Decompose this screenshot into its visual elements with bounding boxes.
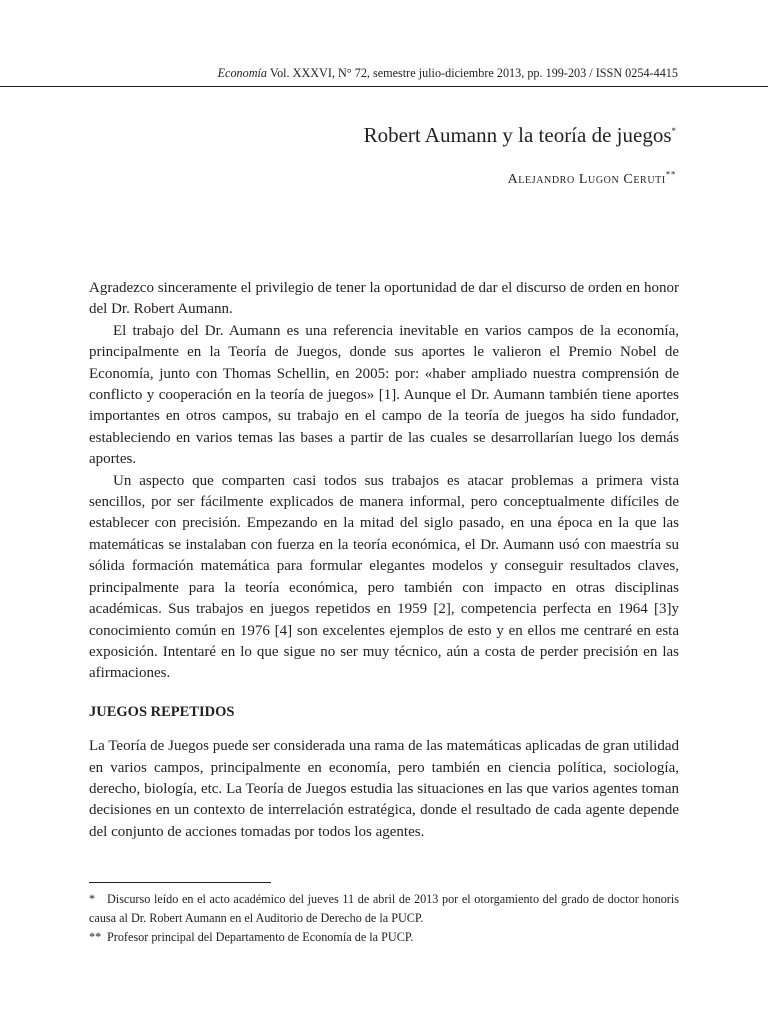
paragraph: Agradezco sinceramente el privilegio de tener la oportunidad de dar el discurso de orden en honor del Dr. Robert Aumann. [89,280,679,318]
article-title [364,123,676,148]
section-heading: JUEGOS REPETIDOS [89,703,235,720]
article-author [507,169,676,188]
footnote [89,890,679,928]
journal-name: Economía [217,66,268,80]
paragraph: Un aspecto que comparten casi todos sus trabajos es atacar problemas a primera vista sencillos, por ser fácilmente explicados de manera informal, pero conceptualmente difíciles de establecer con precisión. Empezando en la mitad del siglo pasado, en una época en la que las matemáticas se instalaban con fuerza en la teoría económica, el Dr. Aumann usó con maestría su sólida formación matemática para formular elegantes modelos y conseguir resultados claves, principalmente para la teoría económica, pero también con impacto en otras disciplinas académicas. Sus trabajos en juegos repetidos en 1959 [2], competencia perfecta en 1964 [3]y conocimiento común en 1976 [4] son excelentes ejemplos de esto y en ellos me centraré en esta exposición. Intentaré en lo que sigue no ser muy técnico, aún a costa de perder precisión en las afirmaciones. [89,472,679,682]
footnote-rule [89,882,271,883]
article-body [89,278,679,843]
header-rule [0,86,768,87]
author-name: Alejandro Lugon Ceruti [507,172,666,187]
footnote-mark: ** [89,930,102,944]
article-title-text: Robert Aumann y la teoría de juegos [363,123,672,147]
footnote-text: Profesor principal del Departamento de Economía de la PUCP. [107,930,414,944]
footnote [89,928,679,947]
author-footnote-mark: ** [665,169,676,180]
footnotes [89,890,679,947]
journal-citation: Vol. XXXVI, N° 72, semestre julio-diciembre 2013, pp. 199-203 / ISSN 0254-4415 [267,66,678,80]
paragraph: La Teoría de Juegos puede ser considerada una rama de las matemáticas aplicadas de gran utilidad en varios campos, principalmente en economía, pero también en ciencia política, sociología, derecho, biología, etc. La Teoría de Juegos estudia las situaciones en las que varios agentes toman decisiones en un contexto de interrelación estratégica, donde el resultado de cada agente depende del conjunto de acciones tomadas por todos los agentes. [89,738,679,840]
footnote-text: Discurso leído en el acto académico del jueves 11 de abril de 2013 por el otorgamiento del grado de doctor honoris causa al Dr. Robert Aumann en el Auditorio de Derecho de la PUCP. [89,892,679,925]
paragraph: El trabajo del Dr. Aumann es una referencia inevitable en varios campos de la economía, principalmente en la Teoría de Juegos, donde sus aportes le valieron el Premio Nobel de Economía, junto con Thomas Schellin, en 2005: por: «haber ampliado nuestra comprensión de conflicto y cooperación en la teoría de juegos» [1]. Aunque el Dr. Aumann también tiene aportes importantes en otros campos, su trabajo en el campo de la teoría de juegos ha sido fundador, estableciendo en varios temas las bases a partir de las cuales se desarrollarían luego los demás aportes. [89,322,679,468]
footnote-mark: * [89,892,96,906]
title-footnote-mark: * [671,126,676,136]
running-header [218,66,678,81]
